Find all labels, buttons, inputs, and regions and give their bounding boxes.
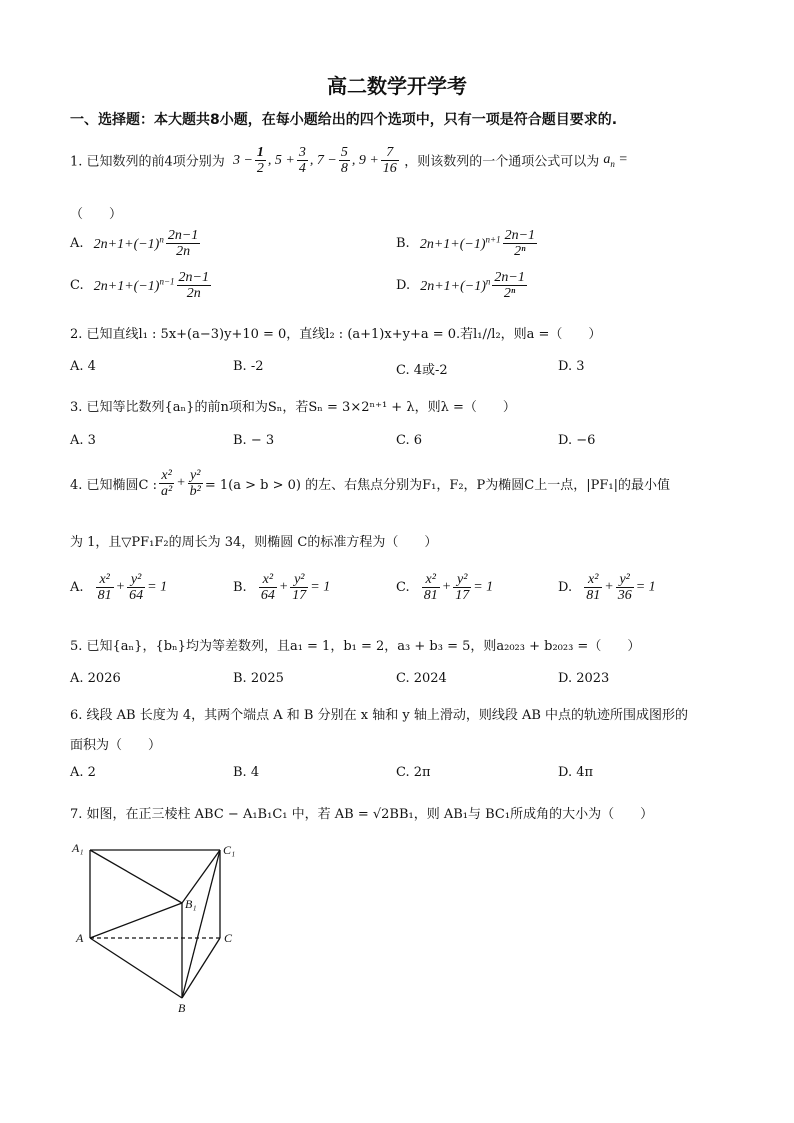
q1-prefix: 1. 已知数列的前4项分别为	[70, 154, 225, 170]
question-4-line-2: 为 1，且▽PF₁F₂的周长为 34，则椭圆 C的标准方程为（ ）	[70, 535, 438, 550]
q1-an: $a_n$ =	[603, 151, 628, 169]
q3-option-b[interactable]: B. − 3	[233, 433, 275, 448]
q1-option-c[interactable]: C. $2n+1+(-1)^{n-1}$ $\frac{2n-1}{2n}$	[70, 270, 209, 301]
prism-diagram	[70, 838, 260, 1013]
question-2: 2. 已知直线l₁ : 5x+(a−3)y+10 = 0，直线l₂ : (a+1)x+y+a = 0.若l₁//l₂，则a =（ ）	[70, 327, 602, 342]
q6-option-b[interactable]: B. 4	[233, 765, 260, 780]
q6-option-d[interactable]: D. 4π	[558, 765, 594, 780]
q1-option-a[interactable]: A. $2n+1+(-1)^n$ $\frac{2n-1}{2n}$	[70, 228, 199, 259]
q2-option-a[interactable]: A. 4	[70, 359, 96, 374]
q1-term-1: 3 − $\frac{1}{2}$ ,	[232, 145, 275, 176]
q1-term-2: 5 + $\frac{3}{4}$ ,	[274, 145, 317, 176]
q2-option-c[interactable]: C. 4或-2	[396, 363, 448, 378]
label-c: C	[224, 931, 233, 945]
q6-option-c[interactable]: C. 2π	[396, 765, 431, 780]
label-c1: C₁	[223, 843, 236, 857]
q5-option-c[interactable]: C. 2024	[396, 671, 447, 686]
q4-option-b[interactable]: B. $\frac{\text{x²}}{64}$ + $\frac{\text{y²}}{17}$ = 1	[233, 572, 331, 603]
page-title: 高二数学开学考	[327, 74, 467, 98]
q2-option-d[interactable]: D. 3	[558, 359, 585, 374]
edge-a1b1	[90, 850, 182, 903]
edge-bc	[182, 938, 220, 998]
q6-option-a[interactable]: A. 2	[70, 765, 96, 780]
q1-suffix: ，则该数列的一个通项公式可以为	[404, 154, 600, 170]
label-b: B	[178, 1001, 186, 1013]
q1-term-3: 7 − $\frac{5}{8}$ ,	[316, 145, 359, 176]
q4-option-d[interactable]: D. $\frac{\text{x²}}{81}$ + $\frac{\text{y²}}{36}$ = 1	[558, 572, 656, 603]
question-5: 5. 已知{aₙ}，{bₙ}均为等差数列，且a₁ = 1，b₁ = 2，a₃ + b₃ = 5，则a₂₀₂₃ + b₂₀₂₃ =（ ）	[70, 639, 641, 654]
label-a: A	[76, 931, 84, 945]
question-6-line-2: 面积为（ ）	[70, 738, 162, 753]
q2-option-b[interactable]: B. -2	[233, 359, 264, 374]
q4-option-c[interactable]: C. $\frac{\text{x²}}{81}$ + $\frac{\text{y²}}{17}$ = 1	[396, 572, 494, 603]
prism-figure	[70, 838, 260, 1017]
q4-option-a[interactable]: A. $\frac{\text{x²}}{81}$ + $\frac{\text{y²}}{64}$ = 1	[70, 572, 168, 603]
segment-ab1	[90, 903, 182, 938]
question-6: 6. 线段 AB 长度为 4，其两个端点 A 和 B 分别在 x 轴和 y 轴上滑动，则线段 AB 中点的轨迹所围成图形的	[70, 708, 689, 723]
segment-bc1	[182, 850, 220, 998]
q5-option-a[interactable]: A. 2026	[70, 671, 121, 686]
q1-paren: （ ）	[70, 207, 123, 222]
q3-option-d[interactable]: D. −6	[558, 433, 596, 448]
label-b1: B₁	[185, 897, 197, 911]
q3-option-c[interactable]: C. 6	[396, 433, 423, 448]
question-7: 7. 如图，在正三棱柱 ABC − A₁B₁C₁ 中，若 AB = √2BB₁，则 AB₁与 BC₁所成角的大小为（ ）	[70, 807, 654, 822]
section-heading: 一、选择题：本大题共8小题，在每小题给出的四个选项中，只有一项是符合题目要求的.	[70, 112, 618, 128]
q1-option-b[interactable]: B. $2n+1+(-1)^{n+1}$ $\frac{2n-1}{\text{2ⁿ}}$	[396, 228, 536, 259]
question-1	[70, 145, 628, 176]
question-4: 4. 已知椭圆C : $\frac{\text{x²}}{\text{a²}}$ + $\frac{\text{y²}}{\text{b²}}$ = 1(a > b > 0) 的左、右焦点分别为F₁，F₂，P为椭圆C上一点，|PF₁|的最小值	[70, 468, 670, 499]
q5-option-b[interactable]: B. 2025	[233, 671, 284, 686]
q1-term-4: 9 + $\frac{7}{16}$	[358, 145, 397, 176]
q1-option-d[interactable]: D. $2n+1+(-1)^n$ $\frac{2n-1}{\text{2ⁿ}}$	[396, 270, 525, 301]
q3-option-a[interactable]: A. 3	[70, 433, 96, 448]
edge-ab	[90, 938, 182, 998]
q5-option-d[interactable]: D. 2023	[558, 671, 610, 686]
label-a1: A₁	[72, 841, 84, 855]
edge-b1c1	[182, 850, 220, 903]
question-3: 3. 已知等比数列{aₙ}的前n项和为Sₙ，若Sₙ = 3×2ⁿ⁺¹ + λ，则λ =（ ）	[70, 400, 516, 415]
